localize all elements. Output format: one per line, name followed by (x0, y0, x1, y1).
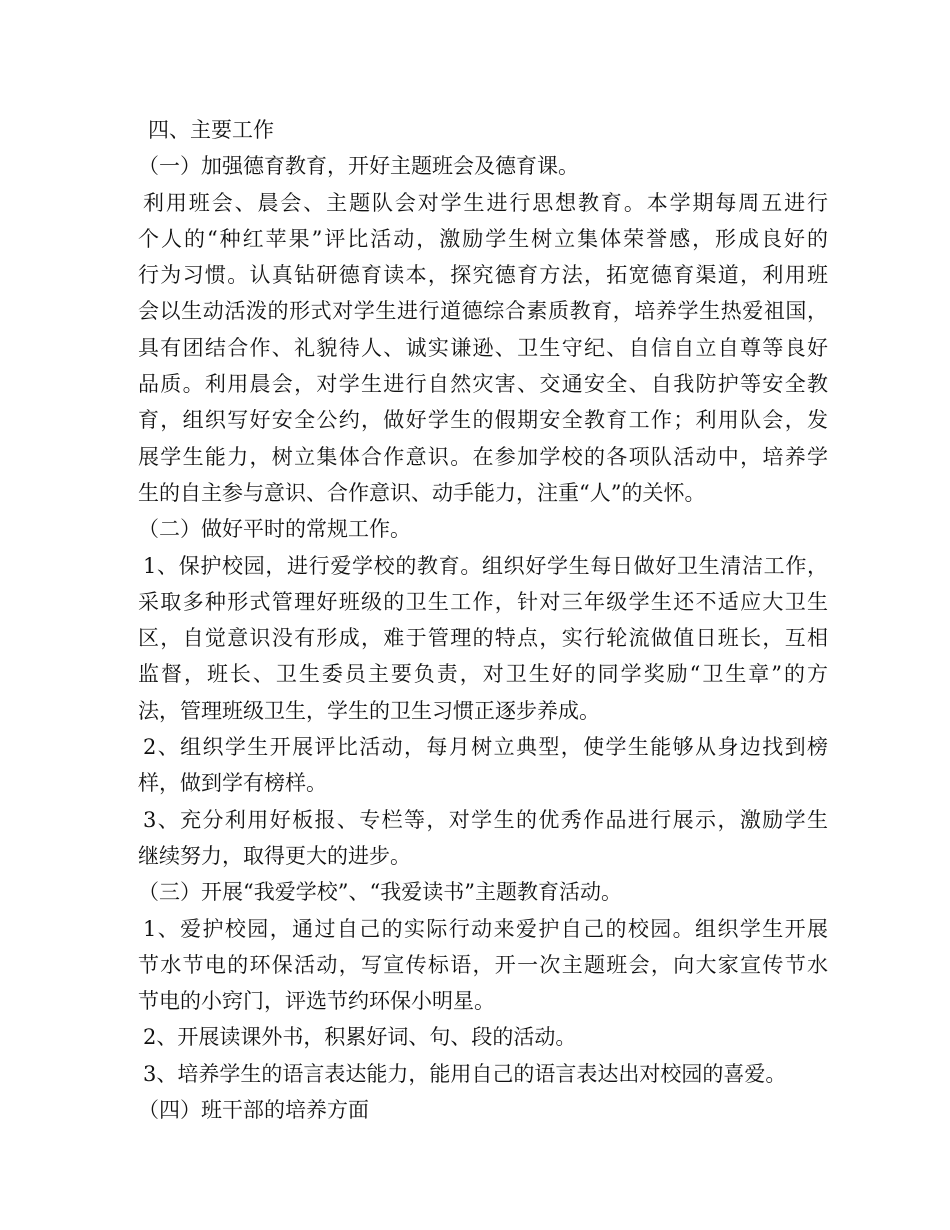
paragraph-line: 育，组织写好安全公约，做好学生的假期安全教育工作；利用队会，发 (138, 408, 828, 433)
paragraph-line: 会以生动活泼的形式对学生进行道德综合素质教育，培养学生热爱祖国， (138, 299, 828, 324)
section-heading: 四、主要工作 (148, 118, 274, 142)
paragraph-line: 3、充分利用好板报、专栏等，对学生的优秀作品进行展示，激励学生 (143, 807, 828, 832)
paragraph-line: 利用班会、晨会、主题队会对学生进行思想教育。本学期每周五进行 (143, 190, 828, 215)
paragraph-line: 法，管理班级卫生，学生的卫生习惯正逐步养成。 (138, 698, 600, 723)
document-body (138, 112, 828, 1128)
subsection-heading: （二）做好平时的常规工作。 (138, 517, 411, 542)
paragraph-line: 品质。利用晨会，对学生进行自然灾害、交通安全、自我防护等安全教 (138, 372, 828, 397)
paragraph-line: 节电的小窍门，评选节约环保小明星。 (138, 989, 495, 1014)
subsection-heading: （三）开展“我爱学校”、“我爱读书”主题教育活动。 (138, 880, 622, 905)
paragraph-line: 2、开展读课外书，积累好词、句、段的活动。 (143, 1025, 577, 1050)
paragraph-line: 生的自主参与意识、合作意识、动手能力，注重“人”的关怀。 (138, 480, 706, 505)
paragraph-line: 2、组织学生开展评比活动，每月树立典型，使学生能够从身边找到榜 (143, 735, 828, 760)
paragraph-line: 具有团结合作、礼貌待人、诚实谦逊、卫生守纪、自信自立自尊等良好 (138, 335, 828, 360)
paragraph-line: 节水节电的环保活动，写宣传标语，开一次主题班会，向大家宣传节水 (138, 952, 828, 977)
paragraph-line: 监督，班长、卫生委员主要负责，对卫生好的同学奖励“卫生章”的方 (138, 662, 828, 687)
subsection-heading: （四）班干部的培养方面 (138, 1098, 369, 1123)
paragraph-line: 区，自觉意识没有形成，难于管理的特点，实行轮流做值日班长，互相 (138, 626, 828, 651)
paragraph-line: 采取多种形式管理好班级的卫生工作，针对三年级学生还不适应大卫生 (138, 589, 828, 614)
paragraph-line: 1、爱护校园，通过自己的实际行动来爱护自己的校园。组织学生开展 (143, 916, 828, 941)
paragraph-line: 3、培养学生的语言表达能力，能用自己的语言表达出对校园的喜爱。 (143, 1061, 787, 1086)
paragraph-line: 行为习惯。认真钻研德育读本，探究德育方法，拓宽德育渠道，利用班 (138, 263, 828, 288)
paragraph-line: 继续努力，取得更大的进步。 (138, 843, 411, 868)
paragraph-line: 1、保护校园，进行爱学校的教育。组织好学生每日做好卫生清洁工作， (143, 553, 828, 578)
paragraph-line: 样，做到学有榜样。 (138, 771, 327, 796)
paragraph-line: 展学生能力，树立集体合作意识。在参加学校的各项队活动中，培养学 (138, 444, 828, 469)
subsection-heading: （一）加强德育教育，开好主题班会及德育课。 (138, 154, 579, 179)
paragraph-line: 个人的“种红苹果”评比活动，激励学生树立集体荣誉感，形成良好的 (138, 226, 828, 251)
